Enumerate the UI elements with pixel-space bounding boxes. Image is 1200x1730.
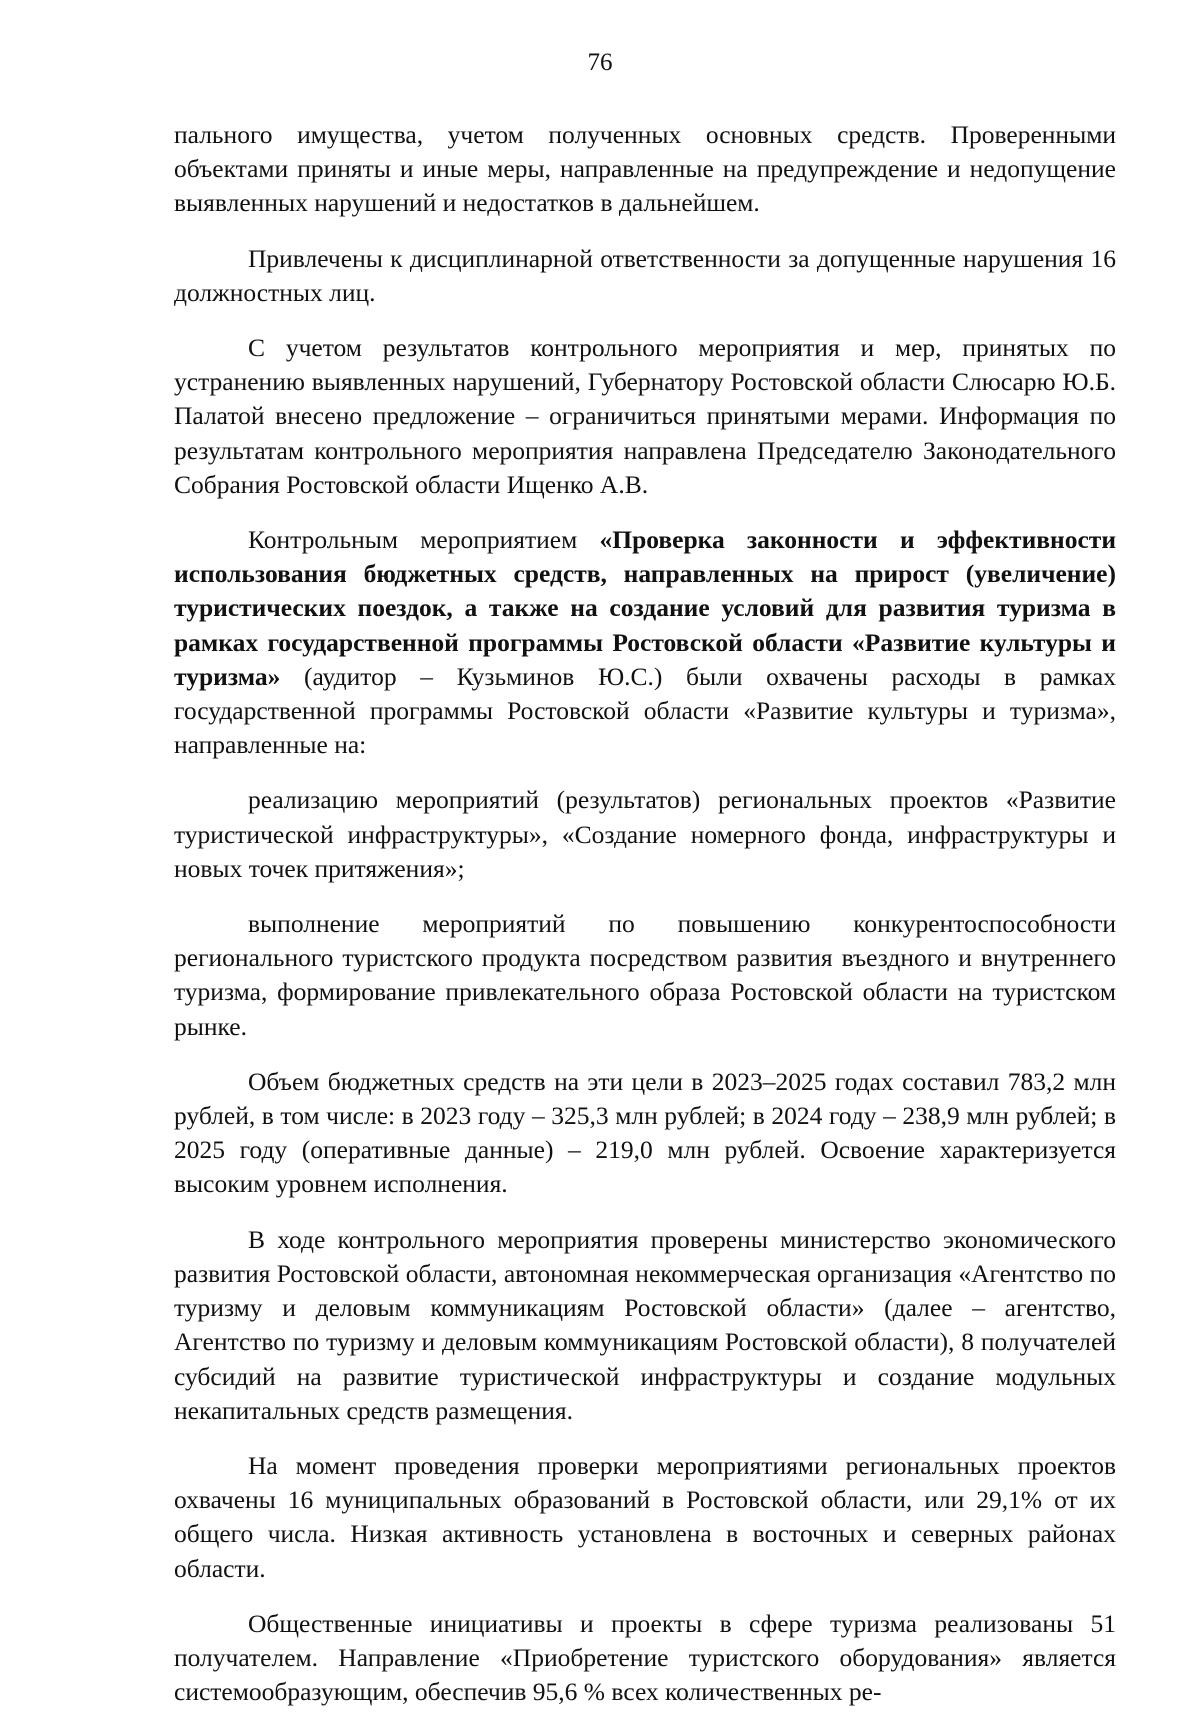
page-number: 76 <box>587 49 613 76</box>
paragraph-continuation: пального имущества, учетом полученных основных средств. Проверенными объектами приняты и иные меры, направленные на предупреждение и недопущение выявленных нарушений и недостатков в дальнейшем. <box>174 120 1116 218</box>
audit-title: «Проверка законности и эффективности использования бюджетных средств, направленных на прирост (увеличение) туристических поездок, а также на создание условий для развития туризма в рамках государственной программы Ростовской области «Развитие культуры и туризма» <box>174 525 1117 691</box>
audit-scope-lead: Контрольным мероприятием <box>248 525 600 555</box>
paragraph-disciplinary: Привлечены к дисциплинарной ответственности за допущенные нарушения 16 должностных лиц. <box>174 243 1116 307</box>
paragraph-audit-scope <box>174 523 1116 762</box>
paragraph-regional-projects: реализацию мероприятий (результатов) региональных проектов «Развитие туристической инфраструктуры», «Создание номерного фонда, инфраструктуры и новых точек притяжения»; <box>174 785 1116 883</box>
paragraph-proposal: С учетом результатов контрольного мероприятия и мер, принятых по устранению выявленных нарушений, Губернатору Ростовской области Слюсарю Ю.Б. Палатой внесено предложение – ограничиться принятыми мерами. Информация по результатам контрольного мероприятия направлена Председателю Законодательного Собрания Ростовской области Ищенко А.В. <box>174 333 1116 499</box>
paragraph-municipal-coverage: На момент проведения проверки мероприятиями региональных проектов охвачены 16 муниципальных образований в Ростовской области, или 29,1% от их общего числа. Низкая активность установлена в восточных и северных районах области. <box>174 1450 1116 1583</box>
paragraph-audited-entities: В ходе контрольного мероприятия проверены министерство экономического развития Ростовской области, автономная некоммерческая организация «Агентство по туризму и деловым коммуникациям Ростовской области» (далее – агентство, Агентство по туризму и деловым коммуникациям Ростовской области), 8 получателей субсидий на развитие туристической инфраструктуры и создание модульных некапитальных средств размещения. <box>174 1224 1116 1425</box>
audit-scope-tail: (аудитор – Кузьминов Ю.С.) были охвачены расходы в рамках государственной программы Ростовской области «Развитие культуры и туризма», направленные на: <box>174 661 1116 760</box>
paragraph-competitiveness: выполнение мероприятий по повышению конкурентоспособности регионального туристского продукта посредством развития въездного и внутреннего туризма, формирование привлекательного образа Ростовской области на туристском рынке. <box>174 909 1116 1041</box>
paragraph-public-initiatives: Общественные инициативы и проекты в сфере туризма реализованы 51 получателем. Направление «Приобретение туристского оборудования» является системообразующим, обеспечив 95,6 % всех количественных ре- <box>174 1608 1116 1707</box>
document-body <box>174 118 1116 1730</box>
paragraph-budget-volume: Объем бюджетных средств на эти цели в 2023–2025 годах составил 783,2 млн рублей, в том числе: в 2023 году – 325,3 млн рублей; в 2024 году – 238,9 млн рублей; в 2025 году (оперативные данные) – 219,0 млн рублей. Освоение характеризуется высоким уровнем исполнения. <box>174 1066 1116 1199</box>
